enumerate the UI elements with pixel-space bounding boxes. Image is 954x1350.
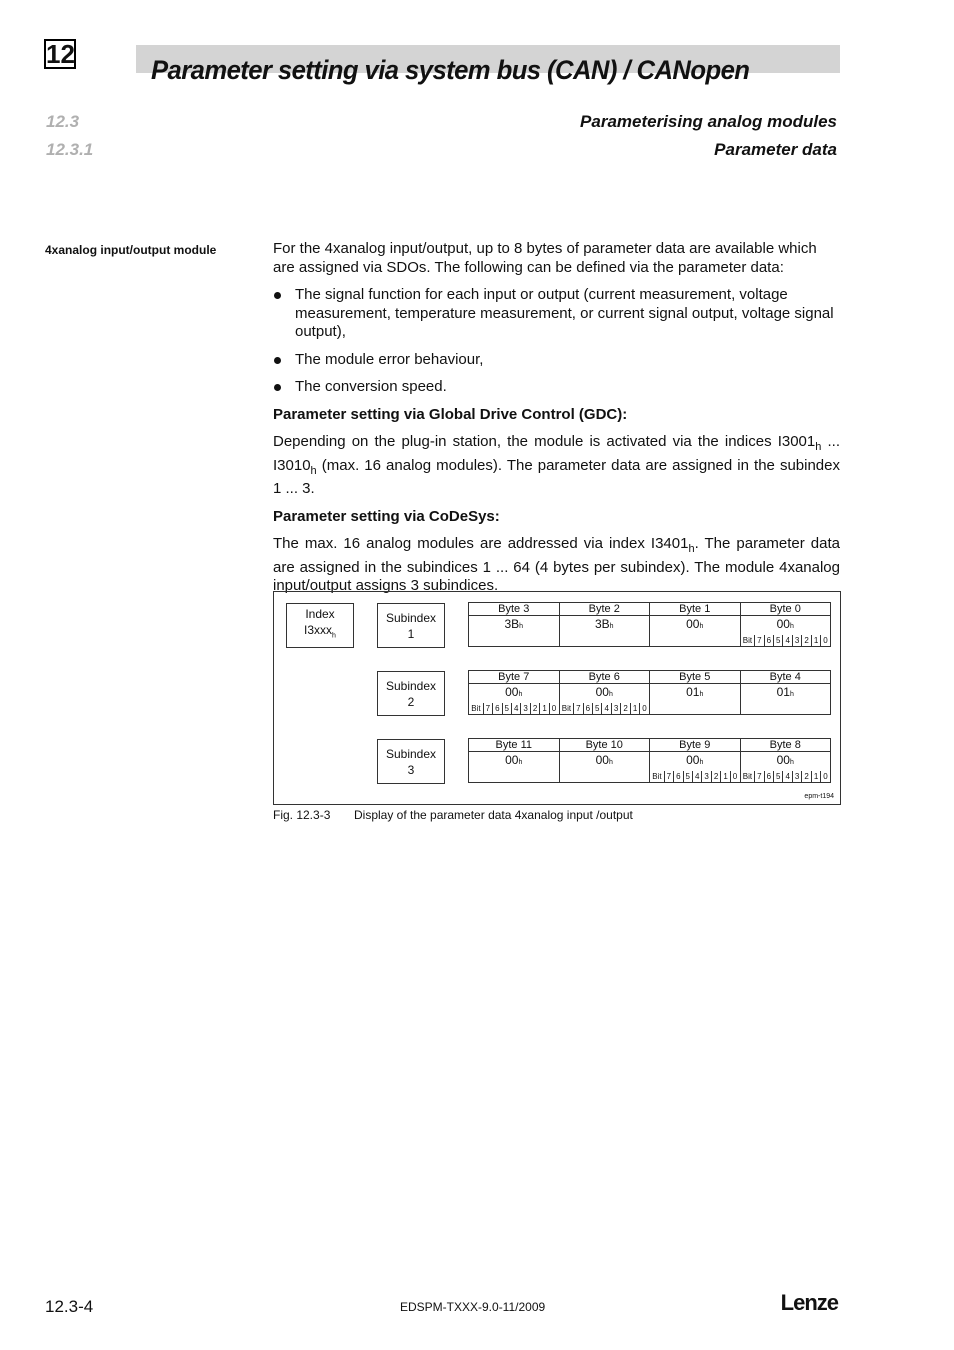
byte-header: Byte 1 (650, 603, 741, 616)
caption-text: Display of the parameter data 4xanalog input /output (354, 808, 633, 822)
byte-header: Byte 10 (559, 739, 650, 752)
byte-header: Byte 0 (740, 603, 831, 616)
byte-value-cell (650, 616, 741, 647)
byte-header: Byte 11 (469, 739, 560, 752)
byte-header: Byte 8 (740, 739, 831, 752)
figure-ref: epm-t194 (804, 793, 834, 800)
chapter-number: 12 (46, 39, 75, 69)
byte-table (468, 602, 831, 647)
byte-header: Byte 9 (650, 739, 741, 752)
byte-table (468, 670, 831, 715)
byte-header: Byte 7 (469, 671, 560, 684)
bullet-icon (274, 357, 281, 364)
bit-row: Bit 7 6 5 4 3 2 1 0 (742, 636, 828, 645)
subindex-box (377, 671, 445, 716)
byte-value: 3Bh (504, 617, 524, 631)
bit-row: Bit 7 6 5 4 3 2 1 0 (652, 772, 738, 781)
byte-value-cell (740, 752, 831, 783)
list-item-text: The conversion speed. (295, 378, 447, 395)
page-number: 12.3-4 (45, 1297, 94, 1316)
byte-value-cell (650, 752, 741, 783)
byte-value: 00h (595, 753, 613, 767)
gdc-paragraph: Depending on the plug-in station, the module is activated via the indices $I3001_h$ ... $I3010_h$ (max. 16 analog modules). The parameter data are assigned in the subindex 1 ... 3. (273, 433, 841, 497)
codesys-heading: Parameter setting via CoDeSys: (273, 507, 500, 525)
byte-value: 01h (686, 685, 704, 699)
subindex-number: 1 (407, 626, 415, 641)
byte-value-cell (469, 752, 560, 783)
gdc-heading: Parameter setting via Global Drive Control (GDC): (273, 405, 628, 423)
index-label: Index (305, 607, 335, 622)
subindex-box (377, 603, 445, 648)
byte-header: Byte 4 (740, 671, 831, 684)
byte-value: 00h (776, 753, 794, 767)
index-box (286, 603, 354, 648)
byte-value: 01h (776, 685, 794, 699)
byte-value-cell (559, 684, 650, 715)
parameter-data-figure (273, 591, 841, 805)
subindex-number: 3 (407, 762, 415, 777)
subindex-label: Subindex (385, 610, 437, 625)
body-content (273, 240, 840, 605)
byte-value-cell (469, 684, 560, 715)
lenze-logo: Lenze (780, 1290, 838, 1315)
codesys-paragraph: The max. 16 analog modules are addressed via index $I3401_h$. The parameter data are assigned in the subindices 1 ... 64 (4 bytes per subindex). The module 4xanalog input/output assigns 3 subindices. (273, 535, 840, 594)
intro-paragraph: For the 4xanalog input/output, up to 8 bytes of parameter data are available which are assigned via SDOs. The following can be defined via the parameter data: (273, 240, 817, 276)
byte-table (468, 738, 831, 783)
index-value: I3xxx$_h$ (304, 623, 336, 640)
subsection-number: 12.3.1 (46, 140, 94, 159)
byte-value: 00h (686, 617, 704, 631)
bit-row: Bit 7 6 5 4 3 2 1 0 (742, 772, 828, 781)
byte-value: 00h (686, 753, 704, 767)
list-item (273, 378, 840, 397)
byte-value: 00h (505, 753, 523, 767)
subindex-number: 2 (407, 694, 415, 709)
byte-value: 00h (776, 617, 794, 631)
subindex-label: Subindex (385, 746, 437, 761)
byte-value-cell (559, 616, 650, 647)
document-id: EDSPM-TXXX-9.0-11/2009 (400, 1300, 546, 1314)
list-item-text: The module error behaviour, (295, 350, 484, 368)
byte-value: 00h (595, 685, 613, 699)
byte-header: Byte 6 (559, 671, 650, 684)
byte-value-cell (740, 616, 831, 647)
byte-header: Byte 3 (469, 603, 560, 616)
list-item (273, 286, 840, 342)
list-item (273, 351, 840, 370)
list-item-text: The signal function for each input or output (current measurement, voltage measurement, temperature measurement, or current signal output, voltage signal output), (295, 286, 834, 340)
section-title: Parameterising analog modules (580, 112, 837, 131)
byte-value: 00h (505, 685, 523, 699)
section-number: 12.3 (46, 112, 80, 131)
figure-caption (273, 808, 633, 822)
margin-label: 4xanalog input/output module (45, 243, 217, 257)
bit-row: Bit 7 6 5 4 3 2 1 0 (471, 704, 557, 713)
byte-value-cell (650, 684, 741, 715)
byte-header: Byte 2 (559, 603, 650, 616)
bit-row: Bit 7 6 5 4 3 2 1 0 (561, 704, 647, 713)
subindex-label: Subindex (385, 678, 437, 693)
page-title: Parameter setting via system bus (CAN) / CANopen (151, 55, 750, 85)
byte-value-cell (740, 684, 831, 715)
bullet-icon (274, 292, 281, 299)
byte-value: 3Bh (594, 617, 614, 631)
caption-number: Fig. 12.3-3 (273, 808, 331, 822)
byte-header: Byte 5 (650, 671, 741, 684)
bullet-list (273, 286, 840, 397)
bullet-icon (274, 384, 281, 391)
subsection-title: Parameter data (714, 140, 837, 159)
byte-value-cell (559, 752, 650, 783)
subindex-box (377, 739, 445, 784)
byte-value-cell (469, 616, 560, 647)
